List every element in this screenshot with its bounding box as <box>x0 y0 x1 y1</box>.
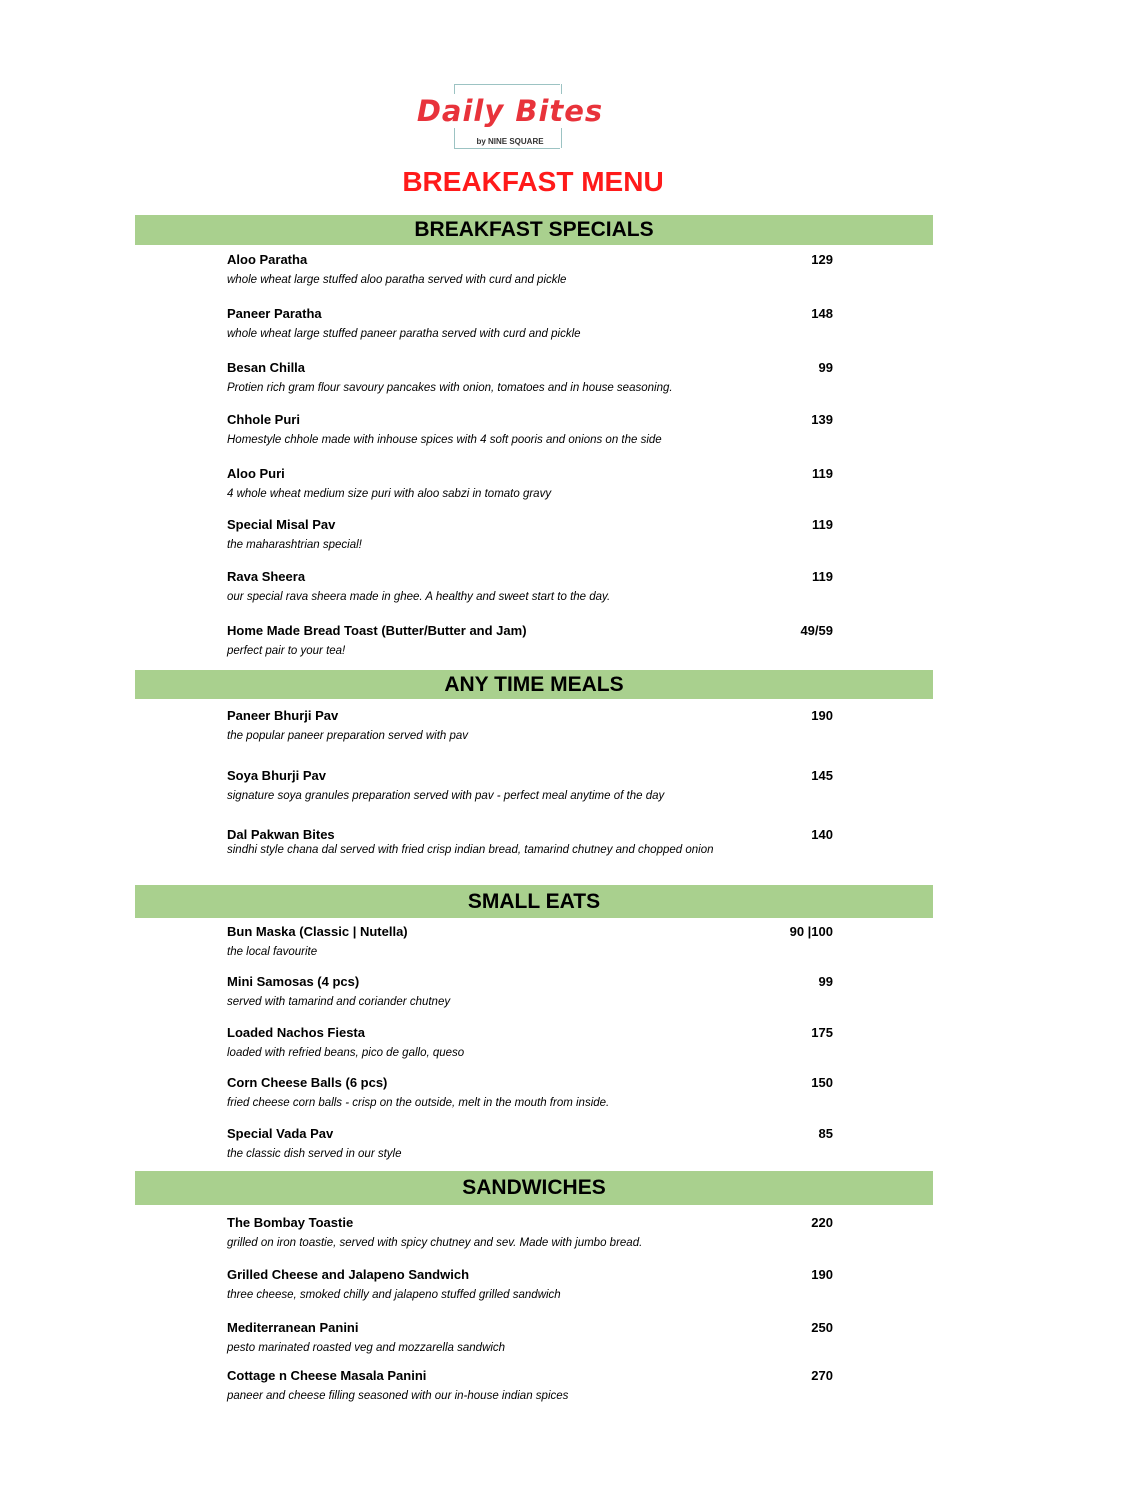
item-price: 99 <box>818 360 833 375</box>
item-name: Chhole Puri <box>227 412 300 427</box>
item-description: loaded with refried beans, pico de gallo, queso <box>227 1047 465 1059</box>
item-name: Soya Bhurji Pav <box>227 768 326 783</box>
item-description: whole wheat large stuffed paneer paratha served with curd and pickle <box>227 328 581 340</box>
item-name: Special Vada Pav <box>227 1126 334 1141</box>
menu-item <box>227 360 833 397</box>
item-description: served with tamarind and coriander chutney <box>227 996 451 1008</box>
item-name: Mini Samosas (4 pcs) <box>227 974 360 989</box>
menu-item <box>227 708 833 745</box>
menu-item <box>227 412 833 449</box>
item-description: our special rava sheera made in ghee. A healthy and sweet start to the day. <box>227 591 611 603</box>
item-name: Bun Maska (Classic | Nutella) <box>227 924 408 939</box>
item-name: Corn Cheese Balls (6 pcs) <box>227 1075 388 1090</box>
menu-item <box>227 569 833 606</box>
item-price: 270 <box>811 1368 833 1383</box>
item-description: whole wheat large stuffed aloo paratha served with curd and pickle <box>227 274 567 286</box>
item-name: Besan Chilla <box>227 360 306 375</box>
item-name: Mediterranean Panini <box>227 1320 359 1335</box>
menu-item <box>227 1368 833 1405</box>
menu-item <box>227 466 833 503</box>
item-name: Special Misal Pav <box>227 517 336 532</box>
item-description: paneer and cheese filling seasoned with our in-house indian spices <box>227 1390 569 1402</box>
daily-bites-logo <box>404 84 616 150</box>
section-header: SANDWICHES <box>135 1171 933 1205</box>
item-price: 190 <box>811 708 833 723</box>
item-description: grilled on iron toastie, served with spicy chutney and sev. Made with jumbo bread. <box>227 1237 643 1249</box>
item-name: Home Made Bread Toast (Butter/Butter and Jam) <box>227 623 527 638</box>
item-price: 139 <box>811 412 833 427</box>
item-price: 220 <box>811 1215 833 1230</box>
menu-item <box>227 1025 833 1062</box>
section-header: SMALL EATS <box>135 885 933 918</box>
item-price: 250 <box>811 1320 833 1335</box>
item-price: 129 <box>811 252 833 267</box>
item-description: sindhi style chana dal served with fried crisp indian bread, tamarind chutney and chopped onion <box>227 844 714 856</box>
item-price: 119 <box>812 517 833 532</box>
item-price: 49/59 <box>800 623 833 638</box>
logo-name: Daily Bites <box>404 94 616 128</box>
menu-item <box>227 1075 833 1112</box>
item-price: 190 <box>811 1267 833 1282</box>
menu-item <box>227 306 833 343</box>
item-name: Aloo Puri <box>227 466 285 481</box>
item-description: the maharashtrian special! <box>227 539 362 551</box>
item-name: The Bombay Toastie <box>227 1215 354 1230</box>
item-price: 85 <box>818 1126 833 1141</box>
item-name: Cottage n Cheese Masala Panini <box>227 1368 427 1383</box>
menu-item <box>227 252 833 289</box>
item-name: Dal Pakwan Bites <box>227 827 335 842</box>
item-name: Loaded Nachos Fiesta <box>227 1025 365 1040</box>
menu-item <box>227 517 833 554</box>
item-price: 148 <box>811 306 833 321</box>
item-description: the local favourite <box>227 946 318 958</box>
item-name: Paneer Bhurji Pav <box>227 708 339 723</box>
item-description: 4 whole wheat medium size puri with aloo sabzi in tomato gravy <box>227 488 552 500</box>
item-price: 140 <box>811 827 833 842</box>
section-header: BREAKFAST SPECIALS <box>135 215 933 245</box>
item-price: 119 <box>812 569 833 584</box>
page-title: BREAKFAST MENU <box>402 166 664 197</box>
item-description: Homestyle chhole made with inhouse spices with 4 soft pooris and onions on the side <box>227 434 662 446</box>
item-description: signature soya granules preparation served with pav - perfect meal anytime of the day <box>227 790 665 802</box>
item-price: 145 <box>811 768 833 783</box>
item-description: Protien rich gram flour savoury pancakes with onion, tomatoes and in house seasoning. <box>227 382 673 394</box>
item-name: Grilled Cheese and Jalapeno Sandwich <box>227 1267 470 1282</box>
menu-item <box>227 974 833 1011</box>
item-price: 150 <box>811 1075 833 1090</box>
menu-item <box>227 1126 833 1163</box>
item-name: Rava Sheera <box>227 569 306 584</box>
item-description: fried cheese corn balls - crisp on the outside, melt in the mouth from inside. <box>227 1097 610 1109</box>
item-price: 99 <box>818 974 833 989</box>
logo-byline: by NINE SQUARE <box>476 137 544 146</box>
menu-item <box>227 623 833 660</box>
item-description: three cheese, smoked chilly and jalapeno stuffed grilled sandwich <box>227 1289 561 1301</box>
menu-item <box>227 1320 833 1357</box>
menu-item <box>227 827 833 859</box>
menu-item <box>227 924 833 961</box>
menu-item <box>227 1267 833 1304</box>
menu-item <box>227 768 833 805</box>
menu-item <box>227 1215 833 1252</box>
item-price: 119 <box>812 466 833 481</box>
item-name: Paneer Paratha <box>227 306 322 321</box>
item-description: the popular paneer preparation served with pav <box>227 730 469 742</box>
item-name: Aloo Paratha <box>227 252 308 267</box>
item-price: 90 |100 <box>789 924 833 939</box>
item-price: 175 <box>811 1025 833 1040</box>
item-description: the classic dish served in our style <box>227 1148 402 1160</box>
item-description: pesto marinated roasted veg and mozzarella sandwich <box>227 1342 506 1354</box>
section-header: ANY TIME MEALS <box>135 670 933 699</box>
item-description: perfect pair to your tea! <box>227 645 346 657</box>
